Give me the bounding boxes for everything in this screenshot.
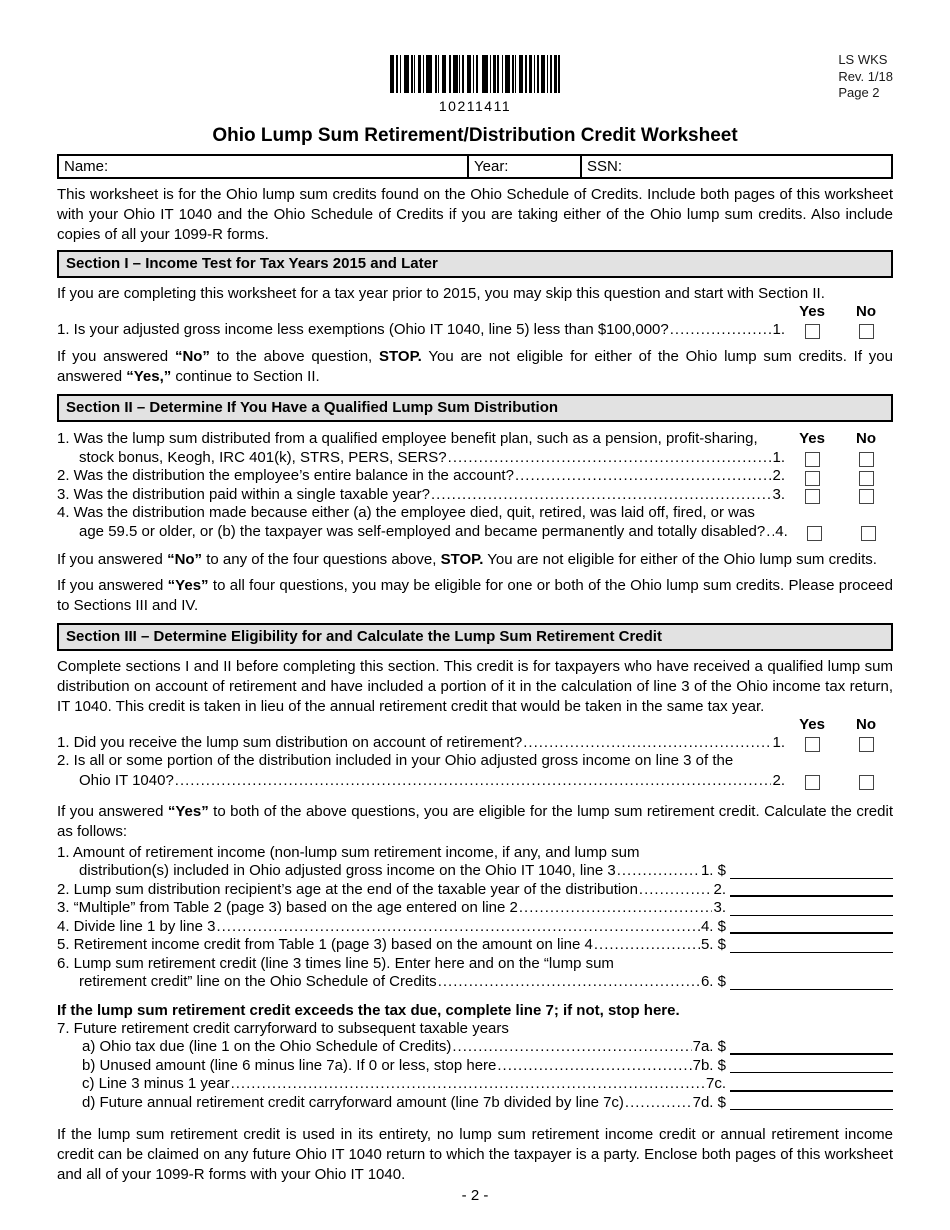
line5: 5. Retirement income credit from Table 1 (page 3) based on the amount on line 4 ..... 5. $ — [57, 936, 893, 955]
ssn-field[interactable]: SSN: — [580, 156, 891, 177]
line7b: b) Unused amount (line 6 minus line 7a). If 0 or less, stop here ..... 7b. $ — [57, 1057, 893, 1076]
line2: 2. Lump sum distribution recipient’s age at the end of the taxable year of the distribution ..... 2. — [57, 881, 893, 900]
line4: 4. Divide line 1 by line 3 ..... 4. $ — [57, 918, 893, 937]
form-meta — [838, 52, 893, 102]
dot-leader — [216, 918, 700, 937]
dot-leader — [617, 862, 700, 881]
section3-closing-note: If the lump sum retirement credit is used in its entirety, no lump sum retirement income credit or annual retirement income credit can be claimed on any future Ohio IT 1040 return to which the taxpayer is a party. Enclose both pages of this worksheet and all of your 1099-R forms with your Ohio IT 1040. — [57, 1126, 893, 1183]
s1-q1-no-checkbox[interactable] — [859, 324, 874, 339]
s2-q1-no-checkbox[interactable] — [859, 452, 874, 467]
year-field[interactable]: Year: — [467, 156, 580, 177]
dot-leader — [766, 523, 774, 542]
line6-credit-field[interactable] — [730, 977, 893, 990]
no-column-label: No — [856, 430, 876, 447]
section2-questions — [57, 430, 893, 541]
s2-q1-yes-checkbox[interactable] — [805, 452, 820, 467]
dot-leader — [497, 1057, 691, 1076]
s3-q2-yes-checkbox[interactable] — [805, 775, 820, 790]
s3-q1-yes-checkbox[interactable] — [805, 737, 820, 752]
dot-leader — [639, 881, 713, 900]
section3-q1: 1. Did you receive the lump sum distribution on account of retirement? ..... 1. — [57, 733, 893, 752]
form-code: LS WKS — [838, 52, 888, 67]
section3-q2-line1: 2. Is all or some portion of the distribution included in your Ohio adjusted gross income on line 3 of the — [57, 752, 734, 769]
line7c: c) Line 3 minus 1 year ..... 7c. — [57, 1075, 893, 1094]
section2-q4-line2: age 59.5 or older, or (b) the taxpayer was self-employed and became permanently and totally disabled? ..... 4. — [57, 523, 893, 542]
section1-stop-note: If you answered “No” to the above question, STOP. You are not eligible for either of the Ohio lump sum credits. If you answered “Yes,” continue to Section II. — [57, 348, 893, 385]
line6-text1: 6. Lump sum retirement credit (line 3 times line 5). Enter here and on the “lump sum — [57, 954, 614, 972]
worksheet-intro: This worksheet is for the Ohio lump sum credits found on the Ohio Schedule of Credits. Include both pages of this worksheet with your Ohio IT 1040 and the Ohio Schedule of Credits if you are taking either of the Ohio lump sum credits. Also include copies of all your 1099-R forms. — [57, 186, 893, 243]
section1-note: If you are completing this worksheet for a tax year prior to 2015, you may skip this question and start with Section II. — [57, 285, 825, 302]
section2-proceed-note: If you answered “Yes” to all four questions, you may be eligible for one or both of the Ohio lump sum credits. Please proceed to Sections III and IV. — [57, 577, 893, 614]
section2-q1-line1: 1. Was the lump sum distributed from a qualified employee benefit plan, such as a pension, profit-sharing, Yes No — [57, 430, 893, 449]
section2-q3: 3. Was the distribution paid within a single taxable year? ..... 3. — [57, 486, 893, 505]
line5-credit-field[interactable] — [730, 940, 893, 953]
dot-leader — [515, 467, 772, 486]
section3-calc-lines — [57, 844, 893, 992]
no-column-label: No — [856, 303, 876, 320]
section1-yes-no-header — [57, 304, 893, 320]
line1-text1: 1. Amount of retirement income (non-lump sum retirement income, if any, and lump sum — [57, 843, 640, 861]
page-header — [57, 0, 893, 124]
yes-column-label: Yes — [799, 716, 825, 733]
line6-text2: retirement credit” line on the Ohio Schedule of Credits ..... 6. $ — [57, 973, 893, 992]
yes-column-label: Yes — [799, 303, 825, 320]
section3-intro: Complete sections I and II before completing this section. This credit is for taxpayers who have received a qualified lump sum distribution on account of retirement and have included a portion of it in the calculation of line 3 of the Ohio income tax return, IT 1040. This credit is taken in lieu of the annual retirement credit that would be taken in the same tax year. — [57, 658, 893, 715]
dot-leader — [625, 1094, 692, 1113]
page-footer: - 2 - — [461, 1187, 489, 1204]
section3-header: Section III – Determine Eligibility for and Calculate the Lump Sum Retirement Credit — [57, 623, 893, 651]
line7d-amount-field[interactable] — [730, 1097, 893, 1110]
s2-q3-no-checkbox[interactable] — [859, 489, 874, 504]
section2-q1-line2: stock bonus, Keogh, IRC 401(k), STRS, PERS, SERS? ..... 1. — [57, 449, 893, 468]
line7b-amount-field[interactable] — [730, 1060, 893, 1073]
barcode-bars — [390, 55, 560, 93]
s2-q4-yes-checkbox[interactable] — [807, 526, 822, 541]
line7d: d) Future annual retirement credit carryforward amount (line 7b divided by line 7c) ..... 7d. $ — [57, 1094, 893, 1113]
line1-amount-field[interactable] — [730, 866, 893, 879]
line7-heading: 7. Future retirement credit carryforward to subsequent taxable years — [57, 1019, 509, 1037]
dot-leader — [438, 973, 700, 992]
barcode — [390, 55, 560, 114]
dot-leader — [175, 771, 772, 790]
line7c-years-field[interactable] — [730, 1079, 893, 1092]
barcode-number: 10211411 — [438, 98, 512, 114]
yes-column-label: Yes — [799, 430, 825, 447]
dot-leader — [523, 733, 771, 752]
dot-leader — [448, 449, 772, 468]
line7-instruction: If the lump sum retirement credit exceeds the tax due, complete line 7; if not, stop here. — [57, 1001, 680, 1019]
section1-question1: 1. Is your adjusted gross income less exemptions (Ohio IT 1040, line 5) less than $100,000? ..... 1. — [57, 320, 893, 339]
dot-leader — [594, 936, 700, 955]
section1-header: Section I – Income Test for Tax Years 2015 and Later — [57, 250, 893, 278]
section2-q2: 2. Was the distribution the employee’s entire balance in the account? ..... 2. — [57, 467, 893, 486]
line7a: a) Ohio tax due (line 1 on the Ohio Schedule of Credits) ..... 7a. $ — [57, 1038, 893, 1057]
section3-q2-line2: Ohio IT 1040? ..... 2. — [57, 771, 893, 790]
s3-q1-no-checkbox[interactable] — [859, 737, 874, 752]
dot-leader — [231, 1075, 705, 1094]
s2-q4-no-checkbox[interactable] — [861, 526, 876, 541]
dot-leader — [670, 320, 772, 339]
line4-amount-field[interactable] — [730, 921, 893, 934]
form-revision: Rev. 1/18 — [838, 68, 893, 84]
s1-q1-yes-checkbox[interactable] — [805, 324, 820, 339]
line1-text2: distribution(s) included in Ohio adjusted gross income on the Ohio IT 1040, line 3 ..... 1. $ — [57, 862, 893, 881]
line3-multiple-field[interactable] — [730, 903, 893, 916]
s2-q2-no-checkbox[interactable] — [859, 471, 874, 486]
line2-age-field[interactable] — [730, 884, 893, 897]
taxpayer-id-table — [57, 154, 893, 179]
page-number-label: Page 2 — [838, 85, 880, 100]
s2-q3-yes-checkbox[interactable] — [805, 489, 820, 504]
page-title: Ohio Lump Sum Retirement/Distribution Credit Worksheet — [212, 125, 738, 146]
dot-leader — [431, 486, 771, 505]
dot-leader — [452, 1038, 691, 1057]
section3-yes-no-header — [57, 717, 893, 733]
section2-header: Section II – Determine If You Have a Qualified Lump Sum Distribution — [57, 394, 893, 422]
name-field[interactable]: Name: — [64, 158, 109, 175]
s2-q2-yes-checkbox[interactable] — [805, 471, 820, 486]
section2-stop-note: If you answered “No” to any of the four questions above, STOP. You are not eligible for either of the Ohio lump sum credits. — [57, 551, 877, 568]
section2-q4-line1: 4. Was the distribution made because either (a) the employee died, quit, retired, was laid off, fired, or was — [57, 504, 755, 521]
section3-calc-note: If you answered “Yes” to both of the above questions, you are eligible for the lump sum retirement credit. Calculate the credit as follows: — [57, 802, 893, 840]
dot-leader — [519, 899, 713, 918]
line7a-amount-field[interactable] — [730, 1042, 893, 1055]
line3: 3. “Multiple” from Table 2 (page 3) based on the age entered on line 2 ..... 3. — [57, 899, 893, 918]
no-column-label: No — [856, 716, 876, 733]
s3-q2-no-checkbox[interactable] — [859, 775, 874, 790]
